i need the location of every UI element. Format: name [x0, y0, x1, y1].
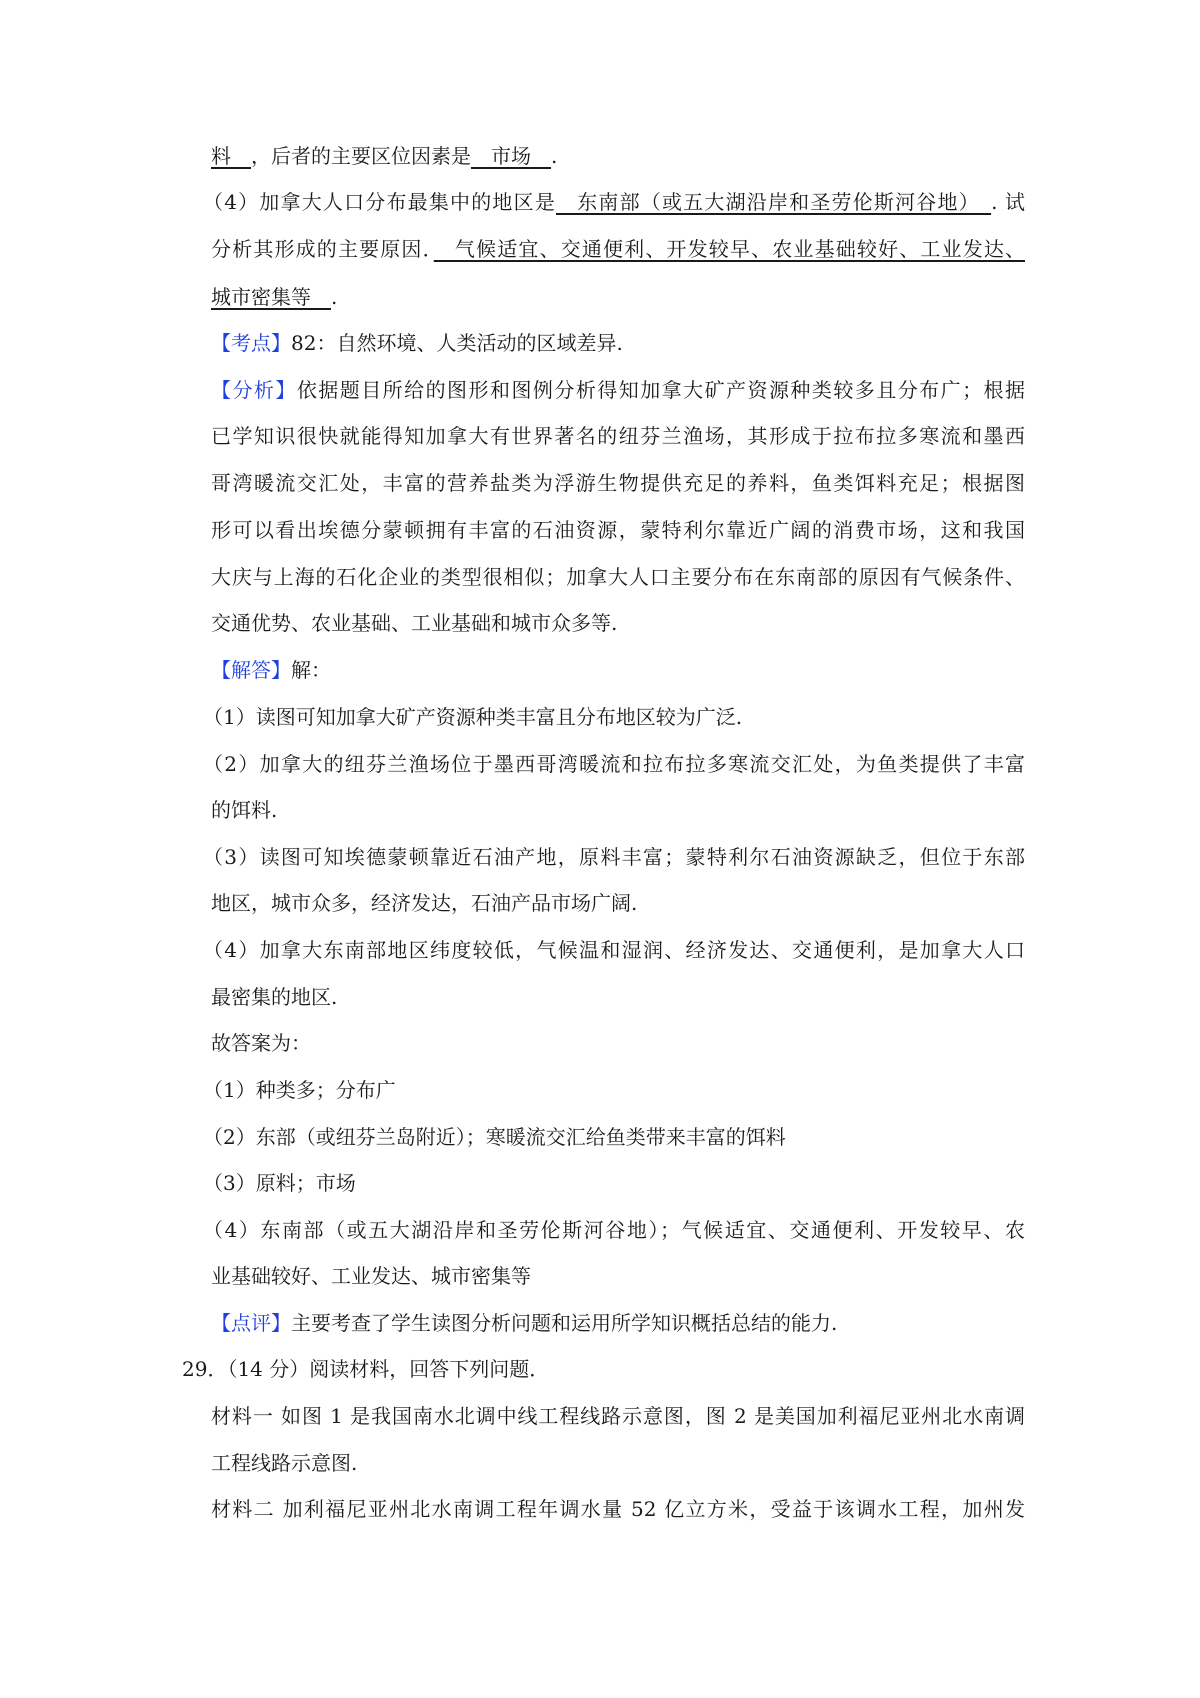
dianping-line: 【点评】主要考查了学生读图分析问题和运用所学知识概括总结的能力.	[211, 1311, 838, 1335]
kaodian-line	[211, 328, 623, 358]
answer-blank-reasons-cont: 城市密集等	[211, 285, 331, 309]
answer-line-1: 料 ，后者的主要区位因素是 市场 .	[211, 144, 558, 168]
jieda-item-3-line-1: （3）读图可知埃德蒙顿靠近石油产地，原料丰富；蒙特利尔石油资源缺乏，但位于东部	[203, 845, 1025, 869]
fenxi-line-3: 哥湾暖流交汇处，丰富的营养盐类为浮游生物提供充足的养料，鱼类饵料充足；根据图	[211, 471, 1025, 495]
answer-blank-reasons: 气候适宜、交通便利、开发较早、农业基础较好、工业发达、	[433, 237, 1026, 261]
fenxi-line-1: 【分析】依据题目所给的图形和图例分析得知加拿大矿产资源种类较多且分布广；根据	[211, 378, 1026, 402]
q4-answer-line-2: 分析其形成的主要原因． 气候适宜、交通便利、开发较早、农业基础较好、工业发达、	[211, 237, 1026, 261]
final-answer-2: （2）东部（或纽芬兰岛附近）；寒暖流交汇给鱼类带来丰富的饵料	[203, 1125, 786, 1149]
final-answer-3: （3）原料；市场	[203, 1171, 356, 1195]
jieda-tag: 【解答】	[211, 658, 291, 682]
q4-answer-line-3: 城市密集等 .	[211, 285, 338, 309]
jieda-item-4-line-2: 最密集的地区.	[211, 985, 338, 1009]
jieda-line: 【解答】解：	[211, 658, 331, 682]
kaodian-text: 82：自然环境、人类活动的区域差异.	[291, 331, 623, 355]
fenxi-line-5: 大庆与上海的石化企业的类型很相似；加拿大人口主要分布在东南部的原因有气候条件、	[211, 565, 1025, 589]
fenxi-line-2: 已学知识很快就能得知加拿大有世界著名的纽芬兰渔场，其形成于拉布拉多寒流和墨西	[211, 424, 1025, 448]
q4-answer-line-1: （4）加拿大人口分布最集中的地区是 东南部（或五大湖沿岸和圣劳伦斯河谷地） . 试	[203, 190, 1026, 214]
jieda-item-2-line-1: （2）加拿大的纽芬兰渔场位于墨西哥湾暖流和拉布拉多寒流交汇处，为鱼类提供了丰富	[203, 752, 1025, 776]
fenxi-tag: 【分析】	[211, 378, 297, 402]
answer-label: 故答案为：	[211, 1031, 311, 1055]
fenxi-line-6: 交通优势、农业基础、工业基础和城市众多等.	[211, 611, 618, 635]
jieda-item-3-line-2: 地区，城市众多，经济发达，石油产品市场广阔.	[211, 891, 638, 915]
material1-line-2: 工程线路示意图.	[211, 1451, 358, 1475]
material2-line-1: 材料二 加利福尼亚州北水南调工程年调水量 52 亿立方米，受益于该调水工程，加州发	[211, 1497, 1025, 1521]
dianping-tag: 【点评】	[211, 1311, 291, 1335]
answer-blank-market: 市场	[471, 144, 551, 168]
final-answer-4-line-2: 业基础较好、工业发达、城市密集等	[211, 1264, 531, 1288]
jieda-item-1: （1）读图可知加拿大矿产资源种类丰富且分布地区较为广泛.	[203, 705, 743, 729]
answer-blank-population-area: 东南部（或五大湖沿岸和圣劳伦斯河谷地）	[556, 190, 992, 214]
jieda-item-2-line-2: 的饵料.	[211, 798, 278, 822]
jieda-item-4-line-1: （4）加拿大东南部地区纬度较低，气候温和湿润、经济发达、交通便利，是加拿大人口	[203, 938, 1025, 962]
material1-line-1: 材料一 如图 1 是我国南水北调中线工程线路示意图，图 2 是美国加利福尼亚州北水南调	[211, 1404, 1025, 1428]
fenxi-line-4: 形可以看出埃德分蒙顿拥有丰富的石油资源，蒙特利尔靠近广阔的消费市场，这和我国	[211, 518, 1025, 542]
final-answer-1: （1）种类多；分布广	[203, 1078, 396, 1102]
final-answer-4-line-1: （4）东南部（或五大湖沿岸和圣劳伦斯河谷地）；气候适宜、交通便利、开发较早、农	[203, 1218, 1025, 1242]
answer-blank-raw-material: 料	[211, 144, 251, 168]
kaodian-tag: 【考点】	[211, 331, 291, 355]
question-29-header: 29．（14 分）阅读材料，回答下列问题．	[182, 1357, 550, 1381]
